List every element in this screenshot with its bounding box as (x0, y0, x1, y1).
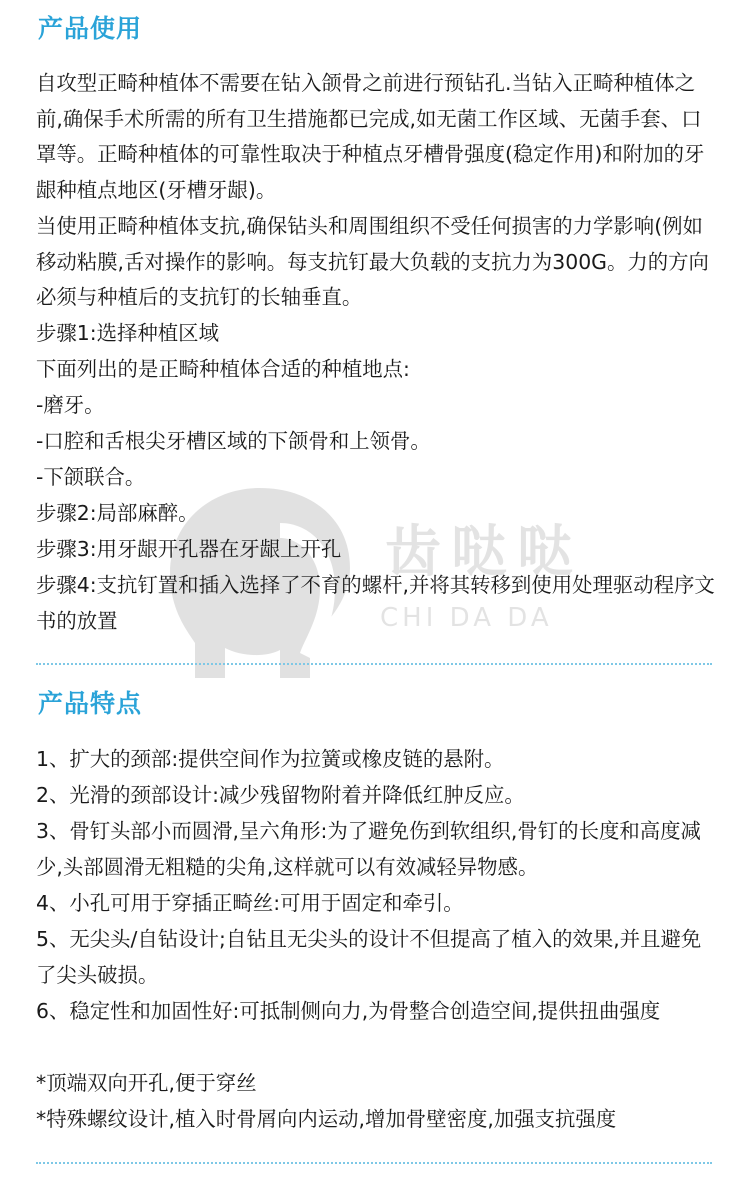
feature-item-3: 3、骨钉头部小而圆滑,呈六角形:为了避免伤到软组织,骨钉的长度和高度减少,头部圆滑无粗糙的尖角,这样就可以有效减轻异物感。 (36, 819, 701, 879)
watermark-brand-cn: 齿哒哒 (385, 520, 583, 585)
usage-site-molar: -磨牙。 (36, 393, 105, 417)
usage-step-3: 步骤3:用牙龈开孔器在牙龈上开孔 (36, 537, 342, 561)
feature-item-5: 5、无尖头/自钻设计;自钻且无尖头的设计不但提高了植入的效果,并且避免了尖头破损。 (36, 927, 702, 987)
feature-item-6: 6、稳定性和加固性好:可抵制侧向力,为骨整合创造空间,提供扭曲强度 (36, 999, 661, 1023)
section-title-features: 产品特点 (38, 689, 143, 718)
feature-item-2: 2、光滑的颈部设计:减少残留物附着并降低红肿反应。 (36, 783, 525, 807)
section-title-usage: 产品使用 (38, 14, 143, 43)
usage-step-1: 步骤1:选择种植区域 (36, 321, 219, 345)
feature-note-thread: *特殊螺纹设计,植入时骨屑向内运动,增加骨壁密度,加强支抗强度 (36, 1107, 617, 1131)
usage-paragraph-2: 当使用正畸种植体支抗,确保钻头和周围组织不受任何损害的力学影响(例如移动粘膜,舌对操作的影响。每支抗钉最大负载的支抗力为300G。力的方向必须与种植后的支抗钉的长轴垂直。 (36, 214, 709, 309)
usage-site-symphysis: -下颌联合。 (36, 465, 146, 489)
feature-item-4: 4、小孔可用于穿插正畸丝:可用于固定和牵引。 (36, 891, 464, 915)
feature-item-1: 1、扩大的颈部:提供空间作为拉簧或橡皮链的悬附。 (36, 747, 505, 771)
watermark-brand-en: CHI DA DA (380, 603, 553, 633)
usage-paragraph-1: 自攻型正畸种植体不需要在钻入颌骨之前进行预钻孔.当钻入正畸种植体之前,确保手术所需的所有卫生措施都已完成,如无菌工作区域、无菌手套、口罩等。正畸种植体的可靠性取决于种植点牙槽骨强度(稳定作用)和附加的牙龈种植点地区(牙槽牙龈)。 (36, 71, 705, 202)
usage-sites-intro: 下面列出的是正畸种植体合适的种植地点: (36, 357, 410, 381)
usage-step-4: 步骤4:支抗钉置和插入选择了不育的螺杆,并将其转移到使用处理驱动程序文书的放置 (36, 573, 715, 633)
section-divider (36, 663, 712, 665)
feature-note-tip: *顶端双向开孔,便于穿丝 (36, 1071, 257, 1095)
usage-step-2: 步骤2:局部麻醉。 (36, 501, 199, 525)
section-divider-bottom (36, 1162, 712, 1164)
usage-site-mandible: -口腔和舌根尖牙槽区域的下颌骨和上领骨。 (36, 429, 431, 453)
